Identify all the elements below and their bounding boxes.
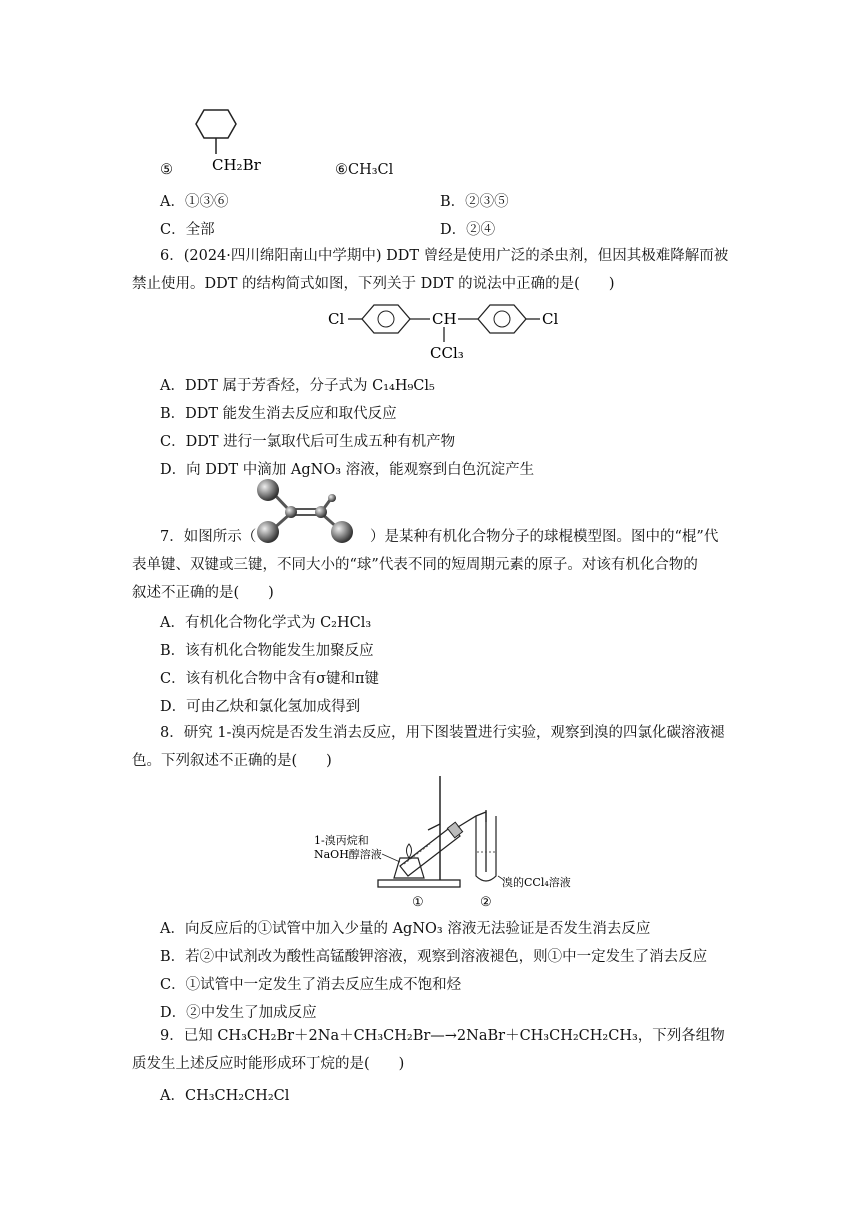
benzene-ring-left: [362, 305, 410, 333]
ddt-cl-right: Cl: [542, 310, 559, 328]
pointer-line: [382, 854, 400, 862]
ddt-cl-left: Cl: [328, 310, 345, 328]
q5-option-b: B．②③⑤: [440, 194, 509, 210]
apparatus-label-3: 溴的CCl₄溶液: [502, 876, 571, 889]
q8-option-a: A．向反应后的①试管中加入少量的 AgNO₃ 溶液无法验证是否发生消去反应: [160, 921, 651, 937]
large-ball: [257, 479, 279, 501]
flame: [407, 844, 412, 858]
q8-option-b: B．若②中试剂改为酸性高锰酸钾溶液，观察到溶液褪色，则①中一定发生了消去反应: [160, 949, 708, 965]
q6-option-a: A．DDT 属于芳香烃，分子式为 C₁₄H₉Cl₅: [160, 378, 435, 394]
q9-stem: 9．已知 CH₃CH₂Br＋2Na＋CH₃CH₂Br—→2NaBr＋CH₃CH₂CH₂CH₃，下列各组物质发生上述反应时能形成环丁烷的是( ): [132, 1028, 725, 1072]
q7-option-d: D．可由乙炔和氯化氢加成得到: [160, 699, 361, 715]
item-6-text: ⑥CH₃Cl: [335, 162, 394, 178]
q7-line3: 叙述不正确的是( ): [132, 585, 274, 601]
benzene-ring-right: [478, 305, 526, 333]
cyclohexane-ring: [196, 110, 236, 138]
q7-line2: 表单键、双键或三键，不同大小的“球”代表不同的短周期元素的原子。对该有机化合物的: [132, 557, 698, 573]
experiment-apparatus: [300, 772, 600, 912]
large-ball: [257, 521, 279, 543]
q7-prefix: 7．如图所示（: [160, 529, 257, 545]
stopper: [447, 822, 462, 838]
delivery-tube: [458, 812, 486, 827]
large-ball: [331, 521, 353, 543]
q5-option-a: A．①③⑥: [160, 194, 229, 210]
q8-option-d: D．②中发生了加成反应: [160, 1005, 317, 1021]
ch2br-label: CH₂Br: [212, 156, 261, 174]
apparatus-label-2: NaOH醇溶液: [314, 848, 382, 861]
apparatus-label-1: 1-溴丙烷和: [314, 834, 369, 847]
q6-option-c: C．DDT 进行一氯取代后可生成五种有机产物: [160, 434, 456, 450]
q9-option-a: A．CH₃CH₂CH₂Cl: [160, 1088, 290, 1104]
clamp: [428, 824, 440, 830]
q7-suffix: ）是某种有机化合物分子的球棍模型图。图中的“棍”代: [370, 529, 719, 545]
aromatic-circle: [378, 311, 394, 327]
q5-option-c: C．全部: [160, 222, 215, 238]
q7-option-c: C．该有机化合物中含有σ键和π键: [160, 671, 380, 687]
cyclohexyl-methyl-bromide-structure: [180, 98, 280, 178]
ddt-ch: CH: [432, 310, 457, 328]
item-5-number: ⑤: [160, 162, 173, 178]
ddt-ccl3: CCl₃: [430, 344, 464, 362]
q6-option-b: B．DDT 能发生消去反应和取代反应: [160, 406, 397, 422]
medium-ball: [315, 506, 327, 518]
q7-option-b: B．该有机化合物能发生加聚反应: [160, 643, 374, 659]
stand-base: [378, 880, 460, 887]
mark-1: ①: [412, 895, 424, 910]
q6-option-d: D．向 DDT 中滴加 AgNO₃ 溶液，能观察到白色沉淀产生: [160, 462, 535, 478]
q8-stem: 8．研究 1-溴丙烷是否发生消去反应，用下图装置进行实验，观察到溴的四氯化碳溶液褪色。下列叙述不正确的是( ): [132, 725, 725, 769]
mark-2: ②: [480, 895, 492, 910]
medium-ball: [285, 506, 297, 518]
q8-option-c: C．①试管中一定发生了消去反应生成不饱和烃: [160, 977, 462, 993]
ball-and-stick-model: [250, 478, 362, 548]
small-ball: [328, 494, 336, 502]
q7-option-a: A．有机化合物化学式为 C₂HCl₃: [160, 615, 372, 631]
q6-stem: 6．(2024·四川绵阳南山中学期中) DDT 曾经是使用广泛的杀虫剂，但因其极难降解而被禁止使用。DDT 的结构简式如图，下列关于 DDT 的说法中正确的是( ): [132, 248, 729, 292]
liquid-level: [404, 844, 430, 864]
q5-option-d: D．②④: [440, 222, 496, 238]
ddt-structure: [320, 300, 580, 364]
aromatic-circle: [494, 311, 510, 327]
